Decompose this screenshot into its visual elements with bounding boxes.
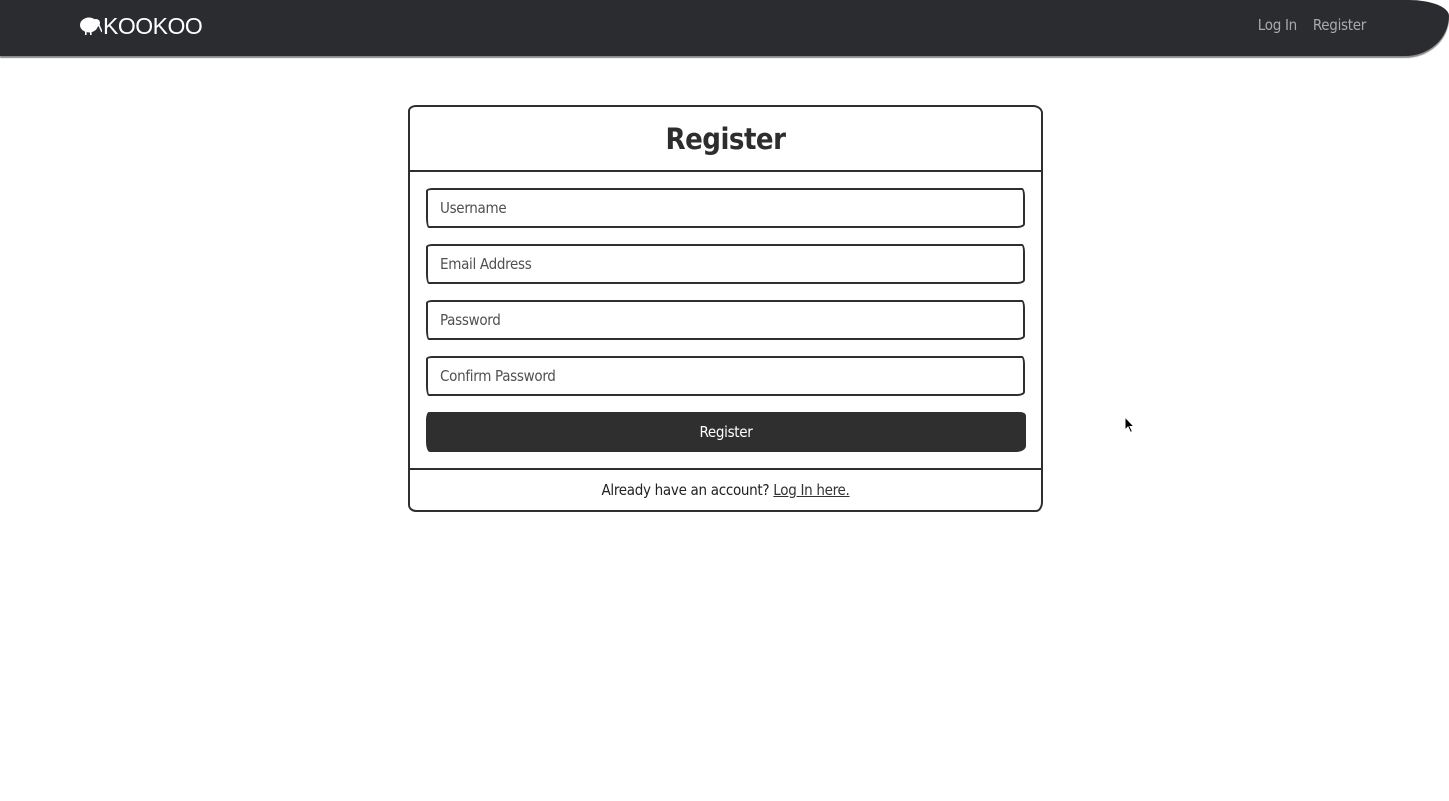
card-footer — [410, 470, 1041, 510]
username-input[interactable] — [426, 188, 1025, 228]
email-input[interactable] — [426, 244, 1025, 284]
mouse-cursor-icon — [1124, 416, 1136, 434]
register-button[interactable]: Register — [426, 412, 1026, 452]
card-header — [410, 107, 1041, 172]
register-form — [410, 172, 1041, 470]
nav-register-link[interactable]: Register — [1312, 16, 1366, 34]
register-card — [408, 105, 1043, 512]
login-here-link[interactable]: Log In here. — [773, 481, 850, 499]
nav-links — [1258, 16, 1366, 34]
kiwi-bird-icon — [78, 16, 102, 36]
brand-name: KOOKOO — [103, 13, 203, 39]
navbar — [0, 0, 1449, 56]
page-title: Register — [665, 121, 786, 156]
brand-logo[interactable] — [78, 14, 202, 38]
footer-text: Already have an account? — [601, 481, 770, 499]
confirm-password-input[interactable] — [426, 356, 1025, 396]
nav-login-link[interactable]: Log In — [1257, 16, 1297, 34]
password-input[interactable] — [426, 300, 1025, 340]
